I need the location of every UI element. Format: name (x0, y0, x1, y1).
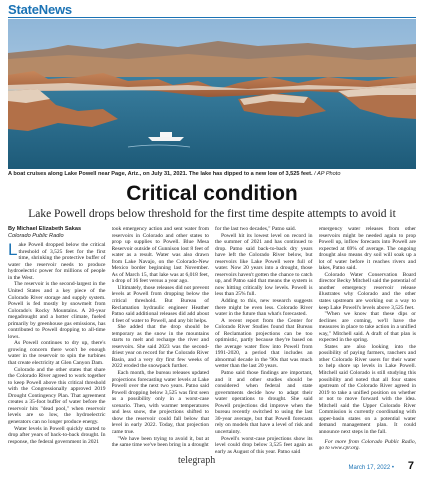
deck: Lake Powell drops below threshold for the first time despite attempts to avoid it (28, 208, 396, 220)
paragraph: Colorado and the other states that share the Colorado River agreed to work together to keep Powell above this critical threshold with the Congressionally approved 2019 Drought Contingency Plan. That agreement creates a 35-foot buffer of water before the reservoir hits "dead pool," when reservoir levels are so low, the hydroelectric generators can no longer produce energy. (8, 366, 106, 425)
tagline: For more from Colorado Public Radio, go to www.cpr.org. (318, 438, 416, 452)
paragraph: Lake Powell dropped below the critical threshold of 3,525 feet for the first time, shrinking the protective buffer of water the reservoir needs to produce hydroelectric power for millions of people in the West. (8, 240, 106, 281)
lake-powell-photo (8, 19, 416, 169)
masthead-rule (8, 17, 416, 18)
headline: Critical condition (126, 182, 298, 205)
byline (8, 226, 106, 239)
column-3 (215, 226, 313, 458)
section-title: StateNews (8, 2, 72, 17)
drop-cap: L (8, 240, 18, 260)
paragraph: Powell's worst-case projections show its level could drop below 3,525 feet again as early as August of this year. Patno said (215, 435, 313, 455)
paragraph: States are also looking into the possibility of paying farmers, ranchers and other Colorado River users for their water to help shore up levels in Lake Powell. Mitchell said Colorado is still studying this possibility and noted that all four states upstream of the Colorado River agreed in 2019 to take a unified position on whether or not to move forward with the idea. Mitchell said the Upper Colorado River Commission is currently coordinating with upper-basin states on a potential water demand management plan. It could announce next steps in the fall. (318, 343, 416, 435)
column-1 (8, 226, 106, 458)
paragraph: Adding to this, new research suggests there might be even less. Colorado River water in the future than what's forecasted. (215, 298, 313, 318)
byline-author: Michael Elizabeth Sakas (16, 226, 82, 232)
paragraph: took emergency action and sent water from reservoirs in Colorado and other states to prop up supplies to Powell. Blue Mesa Reservoir outside of Gunnison lost 8 feet of water as a result. Water was also drawn from Lake Navajo, on the Colorado-New Mexico border beginning last November. As of March 15, that lake was at 6,018 feet, a drop of 16 feet versus a year ago. (111, 226, 209, 285)
caption-text: A boat cruises along Lake Powell near Page, Ariz., on July 31, 2021. The lake has dipped to a new low of 3,525 feet. (8, 171, 313, 177)
issue-date: March 17, 2022 • (348, 465, 394, 471)
paragraph: Ultimately, those releases did not prevent levels at Powell from dropping below the critical threshold. But Bureau of Reclamation hydraulic engineer Heather Patno said additional releases did add about 4 feet of water to Powell, and any bit helps. (111, 284, 209, 324)
paragraph: Patno said those findings are important, and it and other studies should be considered when federal and state governments decide how to adapt their water operations to drought. She said Powell projections did improve when the bureau recently switched to using the last 30-year average, but that Powell forecasts rely on models that have a level of risk and uncertainty. (215, 370, 313, 435)
paragraph: Water levels in Powell quickly started to drop after years of back-to-back drought. In response, the federal government in 2021 (8, 425, 106, 445)
paragraph: The reservoir is the second-largest in the United States and a key piece of the Colorado River storage and supply system. Powell is fed mostly by snowmelt from Colorado's Rocky Mountains. A 20-year megadrought and a hotter climate, fueled primarily by greenhouse gas emissions, has contributed to Powell dropping to all-time lows. (8, 281, 106, 340)
paragraph: Powell hit its lowest level on record in the summer of 2021 and has continued to drop. Patno said back-to-back dry years have left the Colorado River below, but reservoirs like Lake Powell were full of water. Now 20 years into a drought, those reservoirs haven't gotten the chance to catch up, and Patno said that means the system is now hitting critically low levels. Powell is less than 25% full. (215, 232, 313, 298)
page-number: 7 (407, 460, 414, 472)
masthead (8, 1, 72, 16)
photo-credit: / AP Photo (314, 171, 341, 177)
paragraph: for the last two decades," Patno said. (215, 226, 297, 232)
paragraph: Each month, the bureau releases updated projections forecasting water levels at Lake Powell over the next two years. Patno said Powell dropping below 3,525 was first seen as a possibility only in a worst-case scenario. Then, with warmer temperatures and less snow, the projections shifted to show the reservoir could fall below that level in early 2022. Today, that projection came true. (111, 370, 209, 435)
article-body (8, 226, 416, 458)
paragraph: "When we know that these dips or declines are coming, we'll have the measures in place to take action in a unified way," Mitchell said. A draft of that plan is expected in the spring. (318, 311, 416, 344)
paragraph: Colorado Water Conservation Board director Becky Mitchell said the potential of another emergency reservoir release illustrates why Colorado and the other states upstream are working out a way to keep Lake Powell's levels above 3,525 feet. (318, 271, 416, 311)
paragraph: "We have been trying to avoid it, but at the same time we've been bring in a drought (111, 435, 209, 449)
telegraph-logo: telegraph (178, 455, 216, 466)
column-4 (319, 226, 417, 458)
paragraph: A recent report from the Center for Colorado River Studies found that Bureau of Reclamation projections can be too optimistic, partly because they're based on the average water flow into Powell from 1991-2020, a period that includes an abnormal decade in the '90s that was much wetter than the last 20 years. (215, 317, 313, 370)
footer-separator: • (391, 465, 394, 471)
paragraph: As Powell continues to dry up, there's growing concern there won't be enough water in the reservoir to spin the turbines that create electricity at Glen Canyon Dam. (8, 340, 106, 367)
photo-caption (8, 171, 416, 178)
byline-outlet: Colorado Public Radio (8, 232, 64, 239)
paragraph: emergency water releases from other reservoirs might be needed again to prop Powell up, inflow forecasts into Powell are expected at 69% of average. The ongoing drought also means dry soil will soak up a lot of water before it reaches rivers and lakes, Patno said. (318, 226, 416, 272)
column-2 (112, 226, 210, 458)
byline-prefix: By (8, 226, 16, 232)
paragraph: She added that the drop should be temporary as the snow in the mountains starts to melt and recharge the river and reservoirs. She said 2023 was the second-driest year on record for the Colorado River Basin, and a very dry first few weeks of 2022 eroded the snowpack further. (111, 324, 209, 370)
